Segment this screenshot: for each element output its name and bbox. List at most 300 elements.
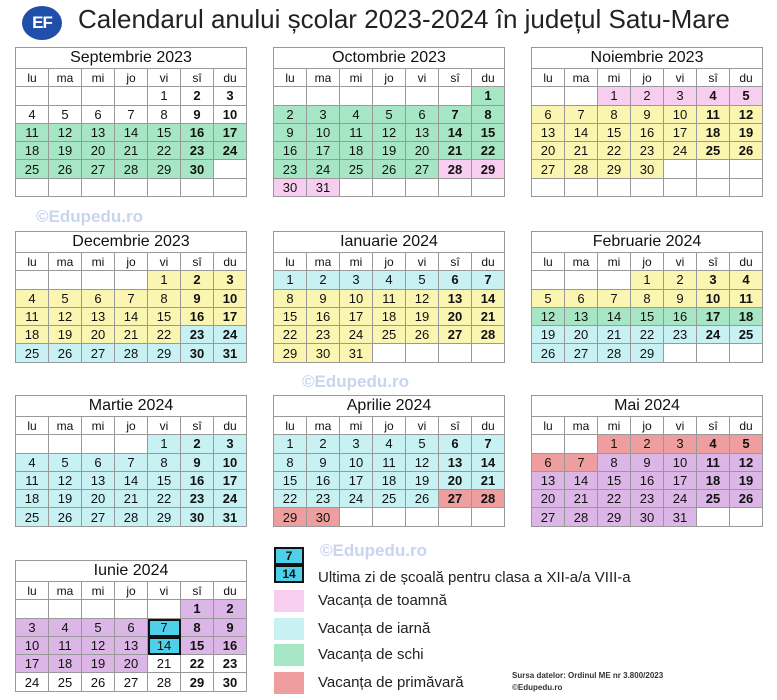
day-cell: 10: [664, 106, 697, 124]
empty-cell: [598, 179, 631, 197]
weekday-header: du: [214, 582, 247, 600]
weekday-header: jo: [631, 69, 664, 87]
weekday-header: du: [214, 417, 247, 435]
month-calendar: [531, 395, 763, 527]
legend-last-day-swatch: 14: [274, 565, 304, 583]
day-cell: 28: [115, 344, 148, 362]
day-cell: 18: [697, 124, 730, 142]
weekday-header: ma: [307, 417, 340, 435]
day-cell: 13: [439, 290, 472, 308]
day-cell: 3: [214, 87, 247, 105]
day-cell: 30: [181, 160, 214, 178]
day-cell: 16: [181, 308, 214, 326]
day-cell: 4: [16, 290, 49, 308]
weekday-header: vi: [664, 253, 697, 271]
day-cell: 8: [274, 454, 307, 472]
month-calendar: [273, 231, 505, 363]
day-cell: 14: [472, 454, 505, 472]
empty-cell: [532, 435, 565, 453]
month-grid: [15, 68, 247, 197]
day-cell: 23: [181, 326, 214, 344]
day-cell: 18: [49, 655, 82, 673]
empty-cell: [82, 87, 115, 105]
day-cell: 31: [214, 508, 247, 526]
day-cell: 14: [565, 124, 598, 142]
day-cell: 12: [49, 472, 82, 490]
day-cell: 22: [472, 142, 505, 160]
day-cell: 13: [406, 124, 439, 142]
empty-cell: [16, 87, 49, 105]
empty-cell: [406, 508, 439, 526]
day-cell: 30: [307, 508, 340, 526]
day-cell: 12: [406, 290, 439, 308]
day-cell: 8: [148, 290, 181, 308]
day-cell: 3: [307, 106, 340, 124]
day-cell: 25: [16, 508, 49, 526]
legend-label: Ultima zi de școală pentru clasa a XII-a/a VIII-a: [318, 569, 631, 586]
day-cell: 19: [82, 655, 115, 673]
empty-cell: [148, 600, 181, 618]
day-cell: 22: [148, 326, 181, 344]
day-cell: 2: [631, 87, 664, 105]
watermark: ©Edupedu.ro: [36, 207, 143, 226]
day-cell: 21: [472, 308, 505, 326]
day-cell: 19: [406, 308, 439, 326]
day-cell: 5: [373, 106, 406, 124]
day-cell: 18: [730, 308, 763, 326]
day-cell: 13: [82, 308, 115, 326]
weekday-header: ma: [565, 69, 598, 87]
weekday-header: sî: [181, 417, 214, 435]
day-cell: 7: [115, 454, 148, 472]
day-cell: 17: [214, 472, 247, 490]
day-cell: 13: [565, 308, 598, 326]
day-cell: 8: [631, 290, 664, 308]
day-cell: 19: [49, 326, 82, 344]
month-grid: [15, 581, 247, 692]
day-cell: 14: [598, 308, 631, 326]
empty-cell: [115, 87, 148, 105]
day-cell: 19: [49, 142, 82, 160]
weekday-header: sî: [439, 69, 472, 87]
day-cell: 29: [148, 344, 181, 362]
day-cell: 1: [148, 87, 181, 105]
day-cell: 23: [631, 490, 664, 508]
month-calendar: [531, 47, 763, 197]
day-cell: 30: [631, 508, 664, 526]
day-cell: 13: [82, 124, 115, 142]
day-cell: 15: [472, 124, 505, 142]
day-cell: 10: [340, 454, 373, 472]
day-cell: 2: [181, 87, 214, 105]
weekday-header: mi: [598, 69, 631, 87]
day-cell: 18: [16, 490, 49, 508]
month-grid: [531, 68, 763, 197]
day-cell: 18: [373, 472, 406, 490]
empty-cell: [697, 179, 730, 197]
month-title: Februarie 2024: [531, 231, 763, 252]
day-cell: 7: [115, 106, 148, 124]
day-cell: 15: [274, 472, 307, 490]
empty-cell: [664, 344, 697, 362]
weekday-header: du: [472, 417, 505, 435]
day-cell: 28: [472, 490, 505, 508]
day-cell: 12: [49, 124, 82, 142]
day-cell: 28: [565, 508, 598, 526]
day-cell: 11: [16, 472, 49, 490]
empty-cell: [439, 179, 472, 197]
day-cell: 12: [49, 308, 82, 326]
day-cell: 17: [697, 308, 730, 326]
day-cell: 30: [181, 344, 214, 362]
empty-cell: [631, 179, 664, 197]
day-cell: 11: [49, 637, 82, 655]
day-cell: 26: [406, 326, 439, 344]
empty-cell: [115, 271, 148, 289]
weekday-header: du: [730, 253, 763, 271]
day-cell: 6: [565, 290, 598, 308]
month-calendar: [273, 47, 505, 197]
empty-cell: [730, 160, 763, 178]
day-cell: 26: [373, 160, 406, 178]
legend-label: Vacanța de primăvară: [318, 674, 464, 691]
day-cell: 17: [214, 124, 247, 142]
day-cell: 26: [49, 344, 82, 362]
empty-cell: [340, 508, 373, 526]
day-cell: 2: [631, 435, 664, 453]
day-cell: 10: [340, 290, 373, 308]
month-calendar: [15, 395, 247, 527]
day-cell: 31: [307, 179, 340, 197]
empty-cell: [565, 179, 598, 197]
weekday-header: ma: [49, 417, 82, 435]
day-cell: 13: [532, 124, 565, 142]
month-calendar: [273, 395, 505, 527]
day-cell: 5: [49, 454, 82, 472]
day-cell: 11: [373, 454, 406, 472]
day-cell: 1: [598, 435, 631, 453]
day-cell: 12: [373, 124, 406, 142]
day-cell: 29: [631, 344, 664, 362]
day-cell: 15: [148, 472, 181, 490]
weekday-header: sî: [181, 582, 214, 600]
day-cell: 21: [115, 490, 148, 508]
month-title: Octombrie 2023: [273, 47, 505, 68]
day-cell: 1: [274, 271, 307, 289]
weekday-header: mi: [82, 253, 115, 271]
day-cell: 11: [373, 290, 406, 308]
empty-cell: [697, 344, 730, 362]
day-cell: 17: [307, 142, 340, 160]
day-cell: 6: [532, 454, 565, 472]
day-cell: 8: [472, 106, 505, 124]
day-cell: 7: [115, 290, 148, 308]
empty-cell: [340, 87, 373, 105]
day-cell: 14: [439, 124, 472, 142]
credit-note: ©Edupedu.ro: [512, 683, 563, 692]
day-cell: 5: [49, 106, 82, 124]
day-cell: 28: [148, 673, 181, 691]
day-cell: 10: [214, 454, 247, 472]
day-cell: 28: [598, 344, 631, 362]
day-cell: 29: [148, 508, 181, 526]
weekday-header: vi: [148, 69, 181, 87]
day-cell: 17: [214, 308, 247, 326]
weekday-header: mi: [598, 253, 631, 271]
day-cell: 16: [631, 124, 664, 142]
day-cell: 3: [697, 271, 730, 289]
empty-cell: [406, 179, 439, 197]
day-cell: 13: [115, 637, 148, 655]
empty-cell: [373, 344, 406, 362]
day-cell: 28: [115, 160, 148, 178]
month-grid: [273, 252, 505, 363]
legend-last-day-swatch: 7: [274, 547, 304, 565]
weekday-header: sî: [439, 417, 472, 435]
day-cell: 6: [115, 619, 148, 637]
empty-cell: [307, 87, 340, 105]
day-cell: 27: [565, 344, 598, 362]
day-cell: 7: [439, 106, 472, 124]
month-grid: [273, 68, 505, 197]
day-cell: 19: [406, 472, 439, 490]
day-cell: 12: [730, 106, 763, 124]
empty-cell: [532, 271, 565, 289]
day-cell: 21: [565, 142, 598, 160]
day-cell: 5: [730, 87, 763, 105]
weekday-header: jo: [115, 417, 148, 435]
day-cell: 9: [307, 454, 340, 472]
day-cell: 26: [49, 508, 82, 526]
day-cell: 3: [664, 87, 697, 105]
weekday-header: ma: [307, 253, 340, 271]
empty-cell: [16, 271, 49, 289]
day-cell: 5: [532, 290, 565, 308]
day-cell: 9: [181, 106, 214, 124]
day-cell: 19: [730, 472, 763, 490]
month-calendar: [15, 560, 247, 692]
day-cell: 21: [115, 326, 148, 344]
day-cell: 10: [214, 106, 247, 124]
day-cell: 5: [406, 435, 439, 453]
day-cell: 20: [82, 326, 115, 344]
day-cell: 29: [472, 160, 505, 178]
empty-cell: [115, 435, 148, 453]
watermark: ©Edupedu.ro: [320, 541, 427, 560]
empty-cell: [730, 179, 763, 197]
day-cell: 7: [598, 290, 631, 308]
weekday-header: mi: [598, 417, 631, 435]
day-cell: 9: [274, 124, 307, 142]
weekday-header: jo: [115, 582, 148, 600]
empty-cell: [406, 87, 439, 105]
weekday-header: vi: [406, 417, 439, 435]
day-cell: 19: [730, 124, 763, 142]
day-cell: 1: [181, 600, 214, 618]
empty-cell: [472, 179, 505, 197]
day-cell: 21: [472, 472, 505, 490]
day-cell: 2: [664, 271, 697, 289]
day-cell: 14: [148, 637, 181, 655]
empty-cell: [664, 179, 697, 197]
day-cell: 15: [631, 308, 664, 326]
day-cell: 3: [664, 435, 697, 453]
legend-label: Vacanța de schi: [318, 646, 424, 663]
day-cell: 6: [82, 454, 115, 472]
day-cell: 20: [82, 142, 115, 160]
day-cell: 17: [16, 655, 49, 673]
weekday-header: sî: [181, 253, 214, 271]
day-cell: 16: [181, 124, 214, 142]
day-cell: 26: [406, 490, 439, 508]
day-cell: 23: [181, 142, 214, 160]
legend-label: Vacanța de iarnă: [318, 620, 431, 637]
day-cell: 10: [697, 290, 730, 308]
empty-cell: [532, 179, 565, 197]
day-cell: 12: [406, 454, 439, 472]
empty-cell: [472, 344, 505, 362]
day-cell: 17: [664, 472, 697, 490]
empty-cell: [148, 179, 181, 197]
day-cell: 30: [274, 179, 307, 197]
day-cell: 12: [532, 308, 565, 326]
day-cell: 2: [307, 271, 340, 289]
day-cell: 13: [532, 472, 565, 490]
day-cell: 25: [49, 673, 82, 691]
day-cell: 25: [697, 142, 730, 160]
weekday-header: mi: [82, 417, 115, 435]
empty-cell: [16, 600, 49, 618]
empty-cell: [115, 600, 148, 618]
day-cell: 17: [664, 124, 697, 142]
weekday-header: vi: [406, 69, 439, 87]
empty-cell: [181, 179, 214, 197]
day-cell: 9: [307, 290, 340, 308]
day-cell: 25: [16, 344, 49, 362]
day-cell: 22: [148, 490, 181, 508]
empty-cell: [82, 435, 115, 453]
month-title: Septembrie 2023: [15, 47, 247, 68]
empty-cell: [472, 508, 505, 526]
day-cell: 5: [406, 271, 439, 289]
day-cell: 11: [16, 308, 49, 326]
month-grid: [273, 416, 505, 527]
empty-cell: [49, 435, 82, 453]
day-cell: 21: [115, 142, 148, 160]
weekday-header: mi: [340, 253, 373, 271]
weekday-header: vi: [664, 69, 697, 87]
day-cell: 4: [697, 87, 730, 105]
day-cell: 23: [307, 490, 340, 508]
weekday-header: du: [214, 253, 247, 271]
day-cell: 14: [565, 472, 598, 490]
empty-cell: [16, 435, 49, 453]
day-cell: 7: [472, 271, 505, 289]
day-cell: 4: [340, 106, 373, 124]
day-cell: 15: [181, 637, 214, 655]
day-cell: 30: [307, 344, 340, 362]
weekday-header: mi: [340, 69, 373, 87]
weekday-header: jo: [373, 417, 406, 435]
day-cell: 2: [307, 435, 340, 453]
day-cell: 19: [373, 142, 406, 160]
weekday-header: lu: [16, 69, 49, 87]
day-cell: 12: [730, 454, 763, 472]
empty-cell: [730, 344, 763, 362]
legend-swatch: [274, 590, 304, 612]
month-title: Iunie 2024: [15, 560, 247, 581]
weekday-header: vi: [664, 417, 697, 435]
weekday-header: sî: [697, 69, 730, 87]
day-cell: 3: [16, 619, 49, 637]
day-cell: 7: [565, 106, 598, 124]
day-cell: 16: [181, 472, 214, 490]
day-cell: 8: [181, 619, 214, 637]
weekday-header: vi: [148, 417, 181, 435]
day-cell: 27: [82, 508, 115, 526]
day-cell: 21: [598, 326, 631, 344]
day-cell: 8: [148, 454, 181, 472]
weekday-header: jo: [115, 253, 148, 271]
day-cell: 6: [82, 106, 115, 124]
weekday-header: mi: [82, 582, 115, 600]
day-cell: 1: [148, 271, 181, 289]
weekday-header: ma: [565, 417, 598, 435]
day-cell: 4: [373, 435, 406, 453]
day-cell: 29: [274, 508, 307, 526]
weekday-header: sî: [181, 69, 214, 87]
weekday-header: vi: [148, 582, 181, 600]
day-cell: 26: [532, 344, 565, 362]
month-calendar: [15, 47, 247, 197]
day-cell: 24: [340, 490, 373, 508]
day-cell: 29: [598, 508, 631, 526]
day-cell: 24: [214, 142, 247, 160]
month-title: Martie 2024: [15, 395, 247, 416]
day-cell: 27: [532, 508, 565, 526]
page-title: Calendarul anului școlar 2023-2024 în județul Satu-Mare: [78, 4, 730, 34]
weekday-header: du: [472, 69, 505, 87]
weekday-header: du: [730, 69, 763, 87]
day-cell: 22: [274, 326, 307, 344]
day-cell: 18: [373, 308, 406, 326]
day-cell: 4: [16, 106, 49, 124]
day-cell: 27: [82, 160, 115, 178]
weekday-header: vi: [148, 253, 181, 271]
day-cell: 19: [49, 490, 82, 508]
day-cell: 23: [214, 655, 247, 673]
empty-cell: [16, 179, 49, 197]
day-cell: 3: [340, 435, 373, 453]
day-cell: 9: [631, 106, 664, 124]
legend-swatch: [274, 672, 304, 694]
empty-cell: [82, 600, 115, 618]
legend-swatch: [274, 644, 304, 666]
day-cell: 21: [439, 142, 472, 160]
day-cell: 27: [439, 326, 472, 344]
empty-cell: [274, 87, 307, 105]
weekday-header: lu: [274, 253, 307, 271]
day-cell: 18: [697, 472, 730, 490]
day-cell: 24: [340, 326, 373, 344]
day-cell: 14: [115, 308, 148, 326]
empty-cell: [340, 179, 373, 197]
day-cell: 9: [214, 619, 247, 637]
day-cell: 15: [598, 124, 631, 142]
day-cell: 14: [115, 124, 148, 142]
day-cell: 4: [730, 271, 763, 289]
day-cell: 30: [214, 673, 247, 691]
